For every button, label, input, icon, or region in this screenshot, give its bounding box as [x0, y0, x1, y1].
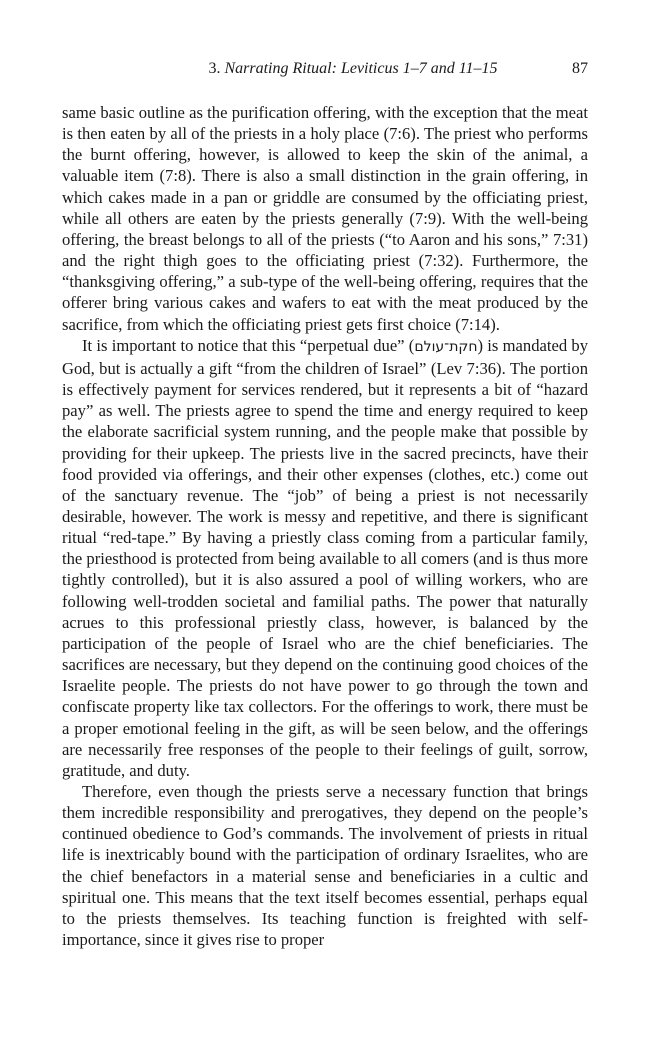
chapter-number: 3.: [208, 60, 221, 77]
paragraph-continued: same basic outline as the purification offering, with the exception that the meat is then eaten by all of the priests in a holy place (7:6). The priest who performs the burnt offering, however, is allowed to keep the skin of the animal, a valuable item (7:8). There is also a small distinction in the grain offering, in which cakes made in a pan or griddle are consumed by the officiating priest, while all others are eaten by the priests generally (7:9). With the well-being offering, the breast belongs to all of the priests (“to Aaron and his sons,” 7:31) and the right thigh goes to the officiating priest (7:32). Furthermore, the “thanksgiving offering,” a sub-type of the well-being offering, requires that the offerer bring various cakes and wafers to eat with the meat produced by the sacrifice, from which the officiating priest gets first choice (7:14).: [62, 103, 588, 334]
book-page: [62, 58, 588, 950]
hebrew-term: חקת־עולם: [414, 338, 478, 355]
paragraph-perpetual-due: [62, 335, 588, 781]
chapter-title: Narrating Ritual: Leviticus 1–7 and 11–15: [224, 60, 498, 77]
paragraph-therefore: Therefore, even though the priests serve a necessary function that brings them incredible responsibility and prerogatives, they depend on the people’s continued obedience to God’s commands. The involvement of priests in ritual life is inextricably bound with the participation of ordinary Israelites, who are the chief benefactors in a material sense and beneficiaries in a cultic and spiritual one. This means that the text itself becomes essential, perhaps equal to the priests themselves. Its teaching function is freighted with self-importance, since it gives rise to proper: [62, 782, 588, 950]
paragraph-text-after-hebrew: ) is mandated by God, but is actually a gift “from the children of Israel” (Lev 7:36). The portion is effectively payment for services rendered, but it represents a bit of “hazard pay” as well. The priests agree to spend the time and energy required to keep the elaborate sacrificial system running, and the people make that possible by providing for their upkeep. The priests live in the sacred precincts, have their food provided via offerings, and their other expenses (clothes, etc.) come out of the sanctuary revenue. The “job” of being a priest is not necessarily desirable, however. The work is messy and repetitive, and there is significant ritual “red-tape.” By having a priestly class coming from a particular family, the priesthood is protected from being available to all comers (and is thus more tightly controlled), but it is also assured a pool of willing workers, who are following well-trodden societal and familial paths. The power that naturally acrues to this professional priestly class, however, is balanced by the participation of the people of Israel who are the chief beneficiaries. The sacrifices are necessary, but they depend on the continuing good choices of the Israelite people. The priests do not have power to go through the town and confiscate property like tax collectors. For the offerings to work, there must be a proper emotional feeling in the gift, as will be seen below, and the offerings are necessarily free responses of the people to their feelings of guilt, sorrow, gratitude, and duty.: [62, 335, 588, 780]
paragraph-text-before-hebrew: It is important to notice that this “perpetual due” (: [82, 335, 415, 355]
body-text: [62, 102, 588, 950]
page-number: 87: [572, 60, 588, 77]
running-title: [62, 58, 588, 80]
running-head: [62, 58, 588, 80]
